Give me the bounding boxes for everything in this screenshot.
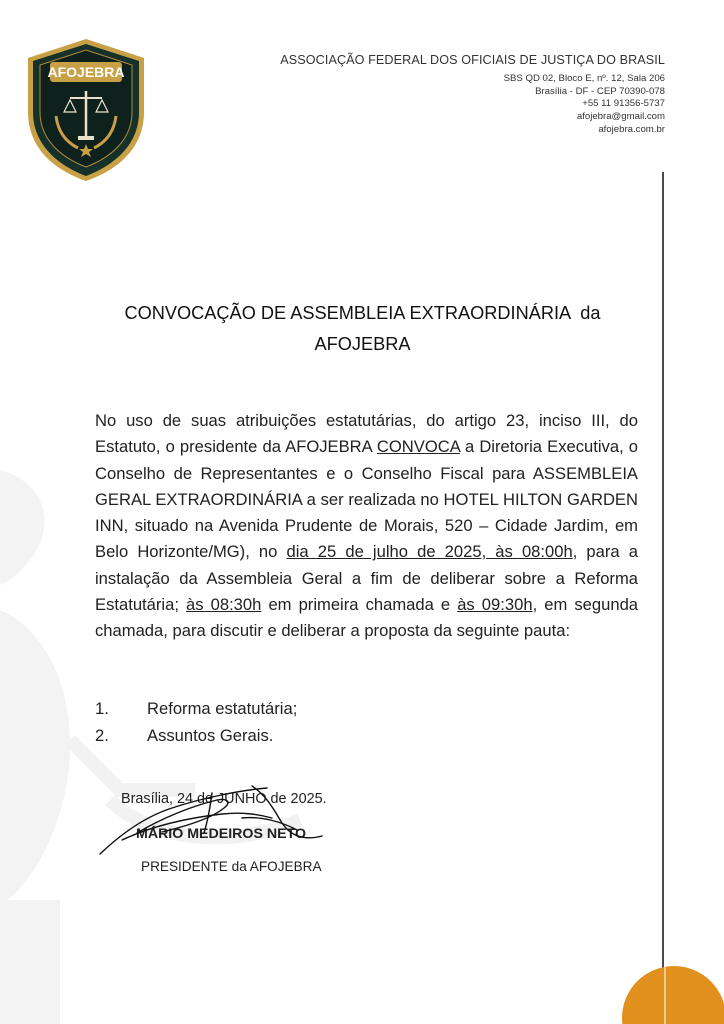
convocation-body (95, 408, 638, 645)
organization-name: ASSOCIAÇÃO FEDERAL DOS OFICIAIS DE JUSTIÇA DO BRASIL (280, 53, 665, 67)
address-city: Brasília - DF - CEP 70390-078 (535, 85, 665, 97)
convoca-emphasis: CONVOCA (376, 437, 460, 457)
phone-number: +55 11 91356-5737 (582, 98, 665, 110)
list-item-number: 1. (95, 699, 109, 718)
title-line-1: CONVOCAÇÃO DE ASSEMBLEIA EXTRAORDINÁRIA da (124, 303, 601, 323)
email-address[interactable]: afojebra@gmail.com (576, 111, 665, 123)
handwritten-signature (92, 778, 332, 858)
document-title (90, 298, 635, 360)
decorative-corner (614, 954, 724, 1024)
second-call-time: às 09:30h (457, 595, 533, 615)
list-item (95, 696, 297, 723)
body-paragraph (95, 408, 638, 645)
first-call-time: às 08:30h (186, 595, 262, 615)
body-text-2: a Diretoria Executiva, o Conselho de Representantes e o Conselho Fiscal para ASSEMBLEIA GERAL EXTRAORDINÁRIA a ser realizada no HOTEL HILTON GARDEN INN, situado na Avenida Prudente de Morais, 520 – Cidade Jardim, em Belo Horizonte/MG), no (95, 437, 638, 562)
agenda-list (95, 696, 297, 749)
signatory-role: PRESIDENTE da AFOJEBRA (141, 859, 322, 874)
signatory-name: MÁRIO MEDEIROS NETO (136, 826, 307, 842)
title-line-2: AFOJEBRA (314, 334, 411, 354)
list-item (95, 723, 297, 750)
list-item-number: 2. (95, 725, 109, 745)
logo-wordmark: AFOJEBRA (47, 64, 125, 80)
website-link[interactable]: afojebra.com.br (598, 123, 665, 135)
body-text-3: , para a instalação da Assembleia Geral a fim de deliberar sobre a Reforma Estatutária; (95, 542, 638, 615)
body-text-1: No uso de suas atribuições estatutárias, do artigo 23, inciso III, do Estatuto, o presidente da AFOJEBRA (95, 411, 638, 457)
afojebra-logo (20, 36, 152, 184)
body-text-4: em primeira chamada e (261, 595, 458, 615)
letterhead (280, 53, 665, 137)
vertical-divider (662, 172, 664, 972)
list-item-text: Reforma estatutária; (147, 699, 298, 718)
address-line: SBS QD 02, Bloco E, nº. 12, Sala 206 (503, 73, 665, 84)
signature-date: Brasília, 24 de JUNHO de 2025. (121, 791, 327, 807)
body-text-5: , em segunda chamada, para discutir e deliberar a proposta da seguinte pauta: (95, 595, 639, 641)
list-item-text: Assuntos Gerais. (147, 725, 274, 745)
meeting-date-emphasis: dia 25 de julho de 2025, às 08:00h (286, 542, 573, 562)
